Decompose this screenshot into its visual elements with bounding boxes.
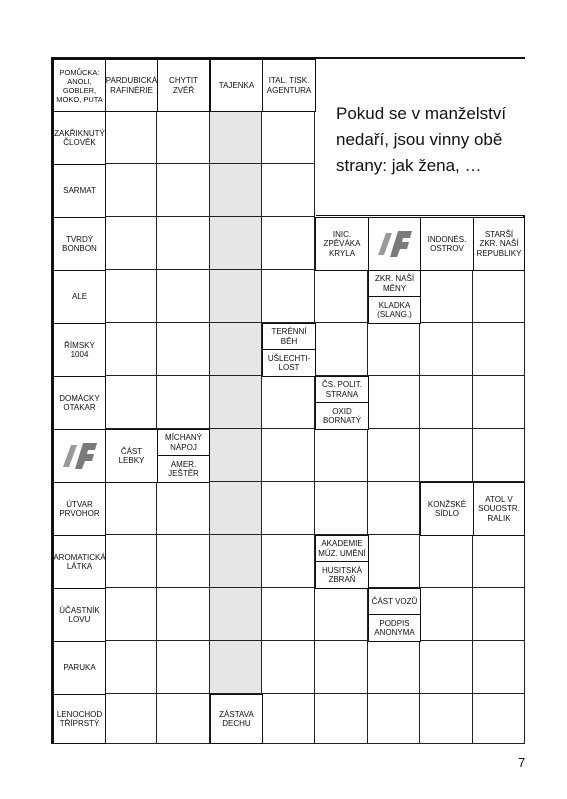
answer-cell[interactable]	[473, 429, 525, 482]
header-clue-tajenka: TAJENKA	[210, 59, 263, 112]
clue-michany: MÍCHANÝ NÁPOJ	[157, 429, 210, 456]
answer-cell[interactable]	[262, 429, 315, 482]
answer-cell[interactable]	[473, 270, 525, 323]
answer-cell[interactable]	[157, 482, 210, 535]
answer-cell[interactable]	[473, 588, 525, 641]
clue-cast-vozu: ČÁST VOZŮ	[368, 588, 421, 615]
clue-husitska: HUSITSKÁ ZBRAŇ	[315, 561, 369, 589]
row-clue-lenochod: LENOCHOD TŘÍPRSTÝ	[53, 694, 106, 744]
answer-cell[interactable]	[105, 164, 157, 217]
answer-cell[interactable]	[210, 535, 262, 588]
answer-cell[interactable]	[105, 482, 157, 535]
clue-akademie: AKADEMIE MÚZ. UMĚNÍ	[315, 535, 369, 562]
answer-cell[interactable]	[210, 270, 262, 323]
clue-atol: ATOL V SOUOSTR. RALIK	[473, 482, 525, 536]
answer-cell[interactable]	[210, 482, 262, 535]
answer-cell[interactable]	[210, 376, 262, 429]
answer-cell[interactable]	[262, 270, 315, 323]
row-clue-aromaticka: AROMATICKÁ LÁTKA	[53, 535, 106, 589]
crossword-logo-icon	[61, 441, 99, 471]
answer-cell[interactable]	[210, 588, 262, 641]
tajenka-phrase: Pokud se v manželství nedaří, jsou vinny obě strany: jak žena, …	[316, 59, 525, 216]
answer-cell[interactable]	[420, 429, 473, 482]
answer-cell[interactable]	[420, 694, 473, 744]
answer-cell[interactable]	[420, 376, 473, 429]
row-clue-domacky: DOMÁCKY OTAKAR	[53, 376, 106, 430]
row-clue-paruka: PARUKA	[53, 641, 106, 695]
answer-cell[interactable]	[368, 694, 420, 744]
clue-cs-polit: ČS. POLIT. STRANA	[315, 376, 369, 403]
page-number: 7	[518, 755, 526, 770]
answer-cell[interactable]	[262, 376, 315, 429]
answer-cell[interactable]	[157, 270, 210, 323]
clue-uslechtilost: UŠLECHTI-LOST	[262, 349, 316, 377]
answer-cell[interactable]	[262, 694, 315, 744]
answer-cell[interactable]	[262, 217, 315, 270]
answer-cell[interactable]	[262, 641, 315, 694]
clue-cast-lebky: ČÁST LEBKY	[105, 429, 158, 483]
answer-cell[interactable]	[157, 217, 210, 270]
answer-cell[interactable]	[420, 641, 473, 694]
clue-kladka: KLADKA (SLANG.)	[368, 296, 421, 324]
answer-cell[interactable]	[368, 641, 420, 694]
answer-cell[interactable]	[420, 270, 473, 323]
answer-cell[interactable]	[262, 535, 315, 588]
logo-cell-left	[53, 429, 106, 483]
header-clue-pardubicka: PARDUBICKÁ RAFINÉRIE	[105, 59, 158, 112]
clue-amer-jester: AMER. JEŠTĚR	[157, 455, 210, 483]
answer-cell[interactable]	[473, 376, 525, 429]
answer-cell[interactable]	[315, 588, 368, 641]
clue-inic-zpevaka: INIC. ZPĚVÁKA KRYLA	[315, 217, 369, 271]
header-clue-ital-agentura: ITAL. TISK. AGENTURA	[262, 59, 316, 112]
answer-cell[interactable]	[368, 482, 420, 535]
answer-cell[interactable]	[105, 376, 157, 429]
row-clue-tvrdy-bonbon: TVRDÝ BONBON	[53, 217, 106, 271]
row-clue-ale: ALE	[53, 270, 106, 324]
answer-cell[interactable]	[473, 323, 525, 376]
answer-cell[interactable]	[157, 111, 210, 164]
answer-cell[interactable]	[315, 482, 368, 535]
row-clue-utvar: ÚTVAR PRVOHOR	[53, 482, 106, 536]
answer-cell[interactable]	[105, 217, 157, 270]
answer-cell[interactable]	[157, 535, 210, 588]
answer-cell[interactable]	[105, 535, 157, 588]
answer-cell[interactable]	[105, 694, 157, 744]
answer-cell[interactable]	[157, 376, 210, 429]
answer-cell[interactable]	[105, 323, 157, 376]
answer-cell[interactable]	[210, 323, 262, 376]
row-clue-ucastnik: ÚČASTNÍK LOVU	[53, 588, 106, 642]
answer-cell[interactable]	[157, 323, 210, 376]
row-clue-rimsky: ŘÍMSKY 1004	[53, 323, 106, 377]
answer-cell[interactable]	[157, 588, 210, 641]
clue-zastava-dechu: ZÁSTAVA DECHU	[210, 694, 263, 744]
answer-cell[interactable]	[157, 164, 210, 217]
answer-cell[interactable]	[210, 111, 262, 164]
answer-cell[interactable]	[420, 323, 473, 376]
answer-cell[interactable]	[315, 694, 368, 744]
crossword-grid	[51, 57, 525, 744]
clue-podpis: PODPIS ANONYMA	[368, 614, 421, 642]
clue-oxid: OXID BORNATÝ	[315, 402, 369, 430]
answer-cell[interactable]	[368, 376, 420, 429]
clue-zkr-nasi-meny: ZKR. NAŠÍ MĚNY	[368, 270, 421, 297]
answer-cell[interactable]	[315, 270, 368, 323]
answer-cell[interactable]	[473, 694, 525, 744]
answer-cell[interactable]	[105, 270, 157, 323]
answer-cell[interactable]	[368, 323, 420, 376]
answer-cell[interactable]	[105, 588, 157, 641]
answer-cell[interactable]	[157, 641, 210, 694]
header-clue-chytit: CHYTIT ZVĚŘ	[157, 59, 210, 112]
answer-cell[interactable]	[473, 641, 525, 694]
answer-cell[interactable]	[105, 641, 157, 694]
header-clue-pomucka: POMŮCKA: ANOLI, GOBLER, MOKO, PUTA	[53, 59, 106, 112]
clue-terenni-beh: TERÉNNÍ BĚH	[262, 323, 316, 350]
answer-cell[interactable]	[315, 641, 368, 694]
crossword-logo-icon	[376, 229, 414, 259]
answer-cell[interactable]	[157, 694, 210, 744]
answer-cell[interactable]	[420, 588, 473, 641]
answer-cell[interactable]	[210, 641, 262, 694]
answer-cell[interactable]	[105, 111, 157, 164]
answer-cell[interactable]	[368, 535, 420, 588]
clue-indones-ostrov: INDONÉS. OSTROV	[420, 217, 474, 271]
answer-cell[interactable]	[368, 429, 420, 482]
clue-konske-sidlo: KONŽSKÉ SÍDLO	[420, 482, 474, 536]
answer-cell[interactable]	[315, 323, 368, 376]
logo-cell-mid	[368, 217, 421, 271]
answer-cell[interactable]	[473, 535, 525, 588]
answer-cell[interactable]	[262, 482, 315, 535]
answer-cell[interactable]	[262, 111, 315, 164]
answer-cell[interactable]	[210, 429, 262, 482]
answer-cell[interactable]	[210, 164, 262, 217]
answer-cell[interactable]	[420, 535, 473, 588]
answer-cell[interactable]	[210, 217, 262, 270]
row-clue-zakriknuty: ZAKŘIKNUTÝ ČLOVĚK	[53, 111, 106, 165]
answer-cell[interactable]	[315, 429, 368, 482]
row-clue-sarmat: SARMAT	[53, 164, 106, 218]
answer-cell[interactable]	[262, 588, 315, 641]
answer-cell[interactable]	[262, 164, 315, 217]
clue-starsi-zkr: STARŠÍ ZKR. NAŠÍ REPUBLIKY	[473, 217, 525, 271]
